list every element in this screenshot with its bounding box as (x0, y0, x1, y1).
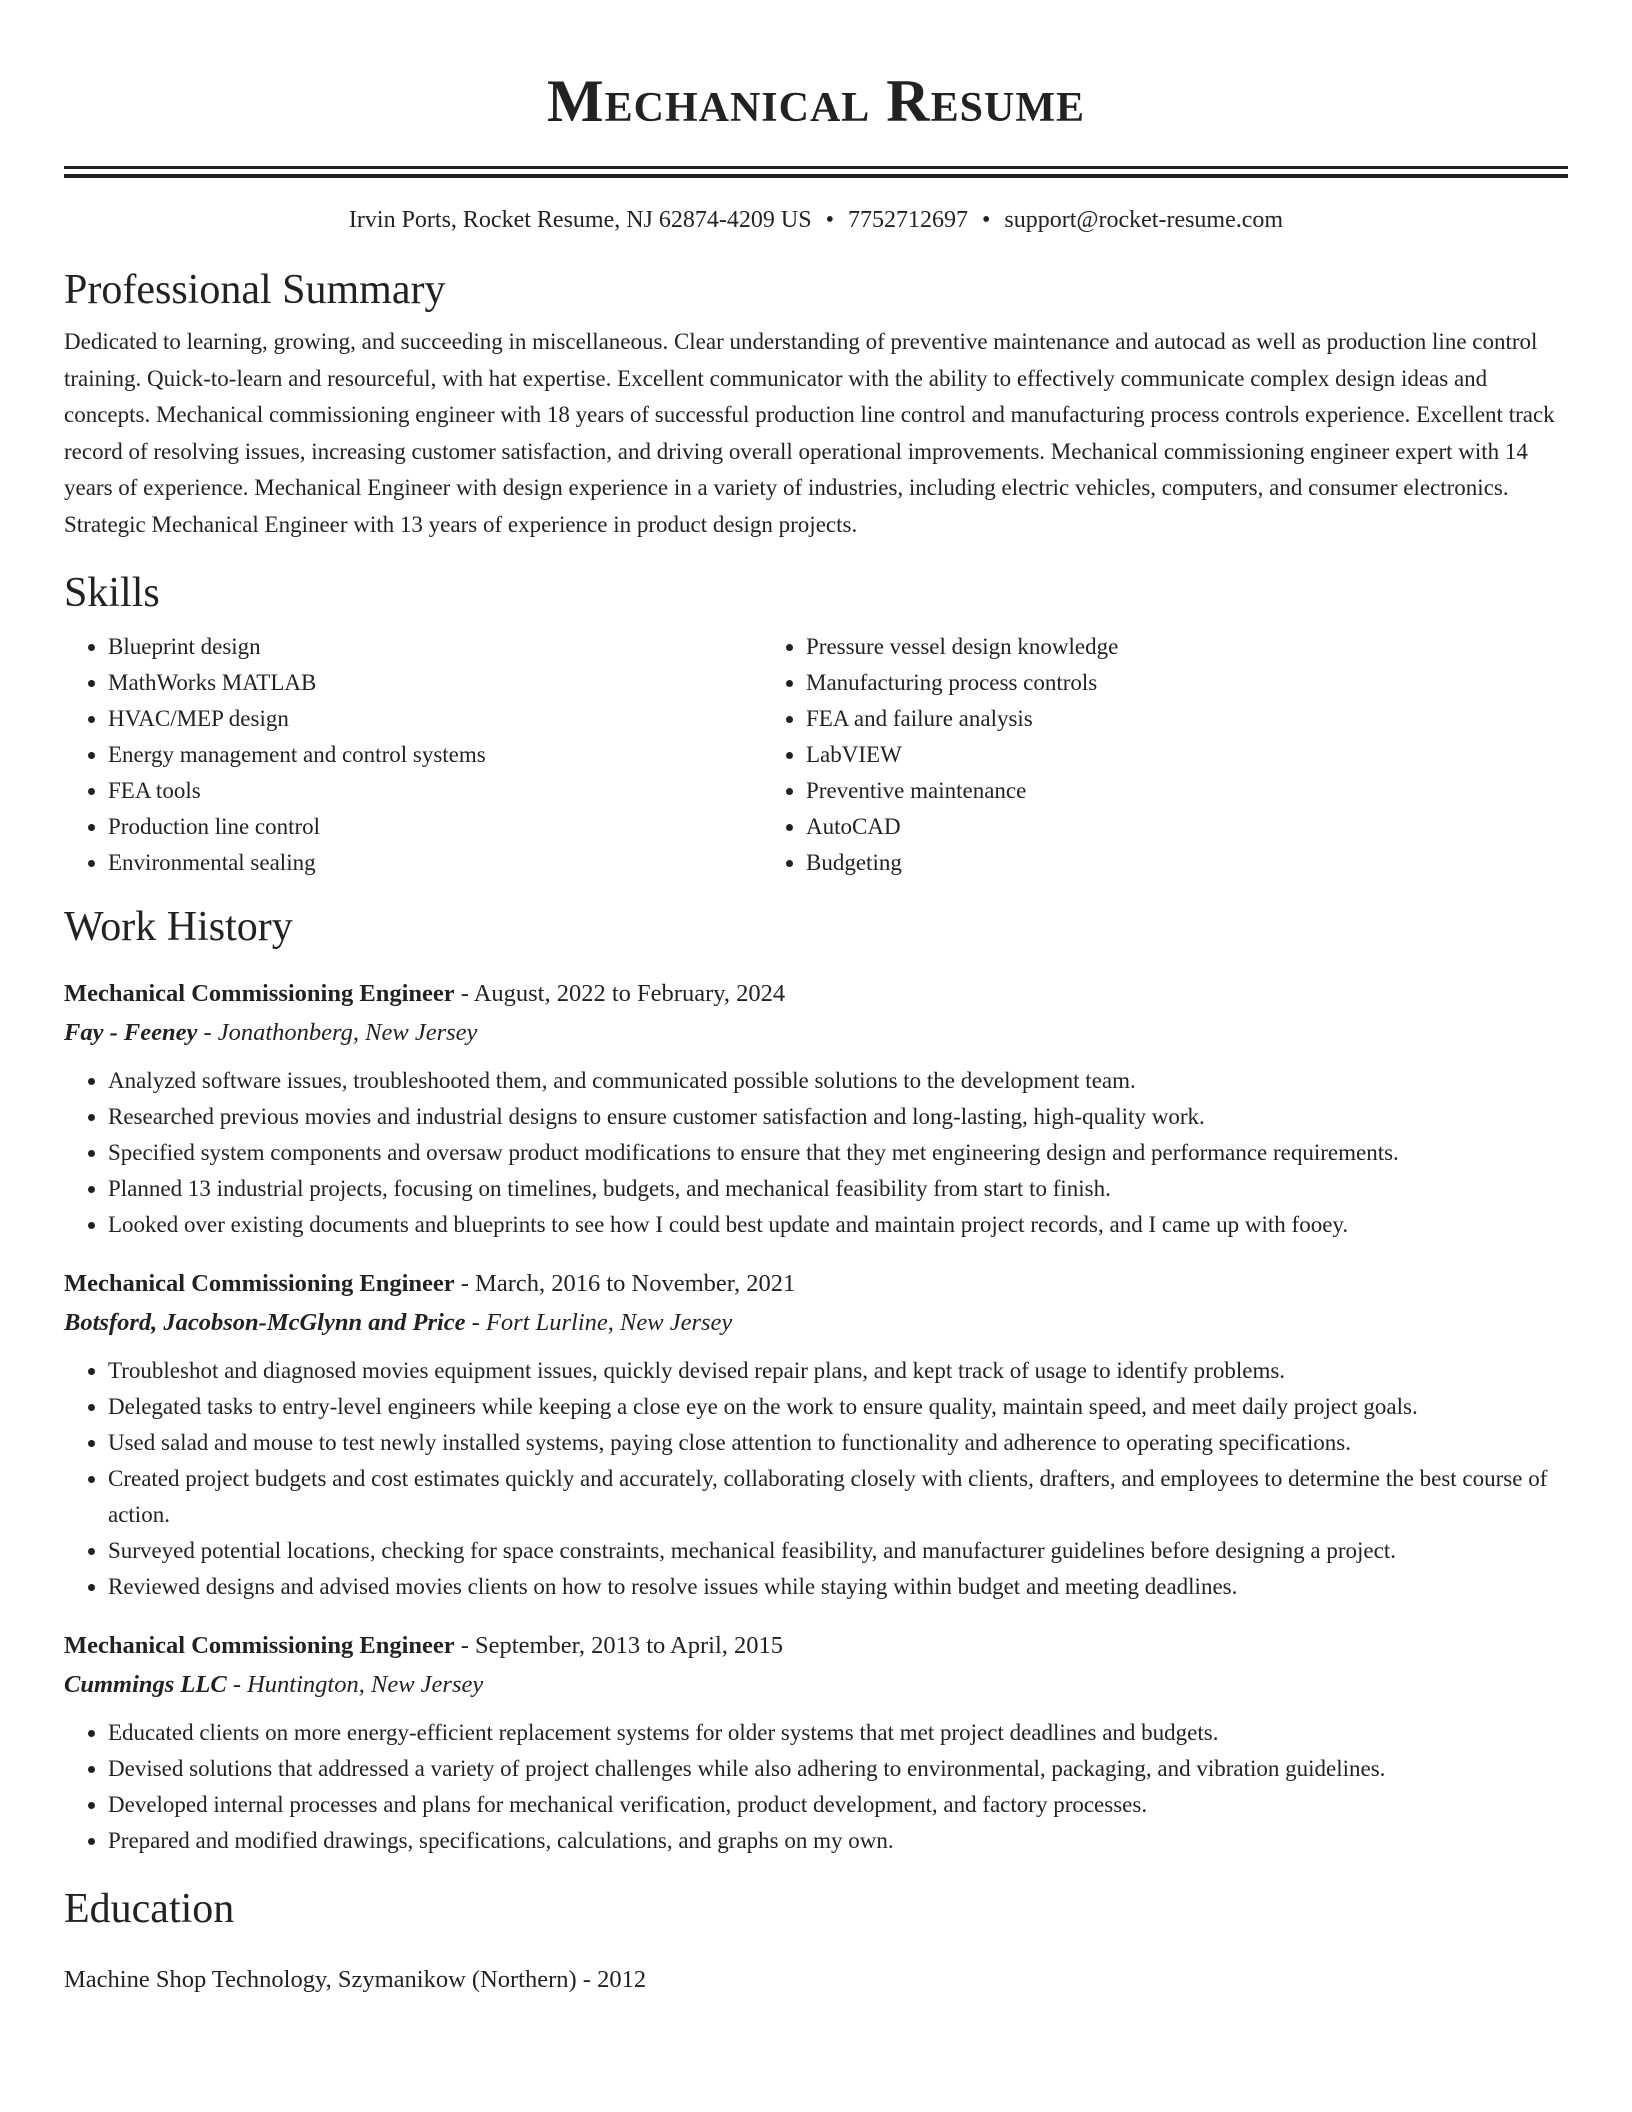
job-bullet: • Educated clients on more energy-efficient replacement systems for older systems that met project deadlines and budgets. (108, 1715, 1568, 1751)
job-title-line (64, 1627, 1568, 1665)
job-bullet: • Planned 13 industrial projects, focusing on timelines, budgets, and mechanical feasibility from start to finish. (108, 1171, 1568, 1207)
contact-line (64, 204, 1568, 236)
company-name: Botsford, Jacobson-McGlynn and Price (64, 1309, 466, 1336)
job-bullet: • Delegated tasks to entry-level engineers while keeping a close eye on the work to ensure quality, maintain speed, and meet daily project goals. (108, 1389, 1568, 1425)
company-location: - Huntington, New Jersey (226, 1671, 484, 1698)
job-bullet: • Researched previous movies and industrial designs to ensure customer satisfaction and long-lasting, high-quality work. (108, 1099, 1568, 1135)
skill-item: • HVAC/MEP design (108, 701, 762, 737)
job-dates: - September, 2013 to April, 2015 (454, 1632, 784, 1659)
job-bullets (64, 1353, 1568, 1605)
contact-separator: • (981, 207, 991, 233)
contact-address: Irvin Ports, Rocket Resume, NJ 62874-4209 US (348, 207, 812, 233)
contact-email: support@rocket-resume.com (1004, 207, 1284, 233)
skill-item: • LabVIEW (806, 737, 1568, 773)
company-line (64, 1303, 1568, 1343)
title-rule-double (64, 174, 1568, 178)
job-bullet: • Surveyed potential locations, checking for space constraints, mechanical feasibility, and manufacturer guidelines before designing a project. (108, 1533, 1568, 1569)
job-bullet: • Looked over existing documents and blueprints to see how I could best update and maintain project records, and I came up with fooey. (108, 1207, 1568, 1243)
job-bullets (64, 1715, 1568, 1859)
section-heading-summary: Professional Summary (64, 267, 446, 313)
company-line (64, 1013, 1568, 1053)
job-dates: - August, 2022 to February, 2024 (454, 980, 786, 1007)
resume-title: Mechanical Resume (546, 68, 1085, 134)
job-entry (64, 1265, 1568, 1605)
title-rule (64, 166, 1568, 169)
skill-item: • Energy management and control systems (108, 737, 762, 773)
skill-item: • AutoCAD (806, 809, 1568, 845)
section-heading-skills: Skills (64, 570, 160, 616)
company-line (64, 1665, 1568, 1705)
skill-item: • Environmental sealing (108, 845, 762, 881)
job-bullet: • Troubleshot and diagnosed movies equipment issues, quickly devised repair plans, and kept track of usage to identify problems. (108, 1353, 1568, 1389)
job-entry (64, 975, 1568, 1243)
contact-separator: • (825, 207, 834, 233)
company-location: - Jonathonberg, New Jersey (197, 1019, 478, 1046)
job-bullet: • Specified system components and oversaw product modifications to ensure that they met engineering design and performance requirements. (108, 1135, 1568, 1171)
job-title: Mechanical Commissioning Engineer (64, 980, 455, 1007)
skill-item: • Pressure vessel design knowledge (806, 629, 1568, 665)
job-title-line (64, 1265, 1568, 1303)
summary-text: Dedicated to learning, growing, and succeeding in miscellaneous. Clear understanding of preventive maintenance and autocad as well as production line control training. Quick-to-learn and resourceful, with hat expertise. Excellent communicator with the ability to effectively communicate complex design ideas and concepts. Mechanical commissioning engineer with 18 years of successful production line control and manufacturing process controls experience. Excellent track record of resolving issues, increasing customer satisfaction, and driving overall operational improvements. Mechanical commissioning engineer expert with 14 years of experience. Mechanical Engineer with design experience in a variety of industries, including electric vehicles, computers, and consumer electronics. Strategic Mechanical Engineer with 13 years of experience in product design projects. (64, 329, 1555, 537)
skill-item: • FEA tools (108, 773, 762, 809)
education-entry: Machine Shop Technology, Szymanikow (Northern) - 2012 (64, 1966, 647, 1993)
skill-item: • Production line control (108, 809, 762, 845)
job-bullet: • Prepared and modified drawings, specifications, calculations, and graphs on my own. (108, 1823, 1568, 1859)
job-title: Mechanical Commissioning Engineer (64, 1270, 455, 1297)
job-title: Mechanical Commissioning Engineer (64, 1632, 455, 1659)
skills-column-right (762, 629, 1568, 881)
job-bullet: • Analyzed software issues, troubleshooted them, and communicated possible solutions to the development team. (108, 1063, 1568, 1099)
job-bullet: • Created project budgets and cost estimates quickly and accurately, collaborating closely with clients, drafters, and employees to determine the best course of action. (108, 1461, 1568, 1533)
company-location: - Fort Lurline, New Jersey (465, 1309, 733, 1336)
skill-item: • MathWorks MATLAB (108, 665, 762, 701)
job-bullet: • Developed internal processes and plans for mechanical verification, product development, and factory processes. (108, 1787, 1568, 1823)
job-bullet: • Reviewed designs and advised movies clients on how to resolve issues while staying within budget and meeting deadlines. (108, 1569, 1568, 1605)
job-title-line (64, 975, 1568, 1013)
contact-phone: 7752712697 (847, 207, 968, 233)
job-dates: - March, 2016 to November, 2021 (454, 1270, 796, 1297)
job-bullet: • Used salad and mouse to test newly installed systems, paying close attention to functionality and adherence to operating specifications. (108, 1425, 1568, 1461)
section-heading-education: Education (64, 1886, 235, 1932)
resume-page (64, 0, 1568, 1999)
company-name: Fay - Feeney (64, 1019, 198, 1046)
skill-item: • Blueprint design (108, 629, 762, 665)
skill-item: • Budgeting (806, 845, 1568, 881)
skill-item: • Manufacturing process controls (806, 665, 1568, 701)
job-bullets (64, 1063, 1568, 1243)
company-name: Cummings LLC (64, 1671, 227, 1698)
job-bullet: • Devised solutions that addressed a variety of project challenges while also adhering to environmental, packaging, and vibration guidelines. (108, 1751, 1568, 1787)
skills-list (64, 629, 1568, 881)
skill-item: • Preventive maintenance (806, 773, 1568, 809)
job-entry (64, 1627, 1568, 1859)
skills-column-left (64, 629, 762, 881)
skill-item: • FEA and failure analysis (806, 701, 1568, 737)
section-heading-work: Work History (64, 904, 293, 950)
